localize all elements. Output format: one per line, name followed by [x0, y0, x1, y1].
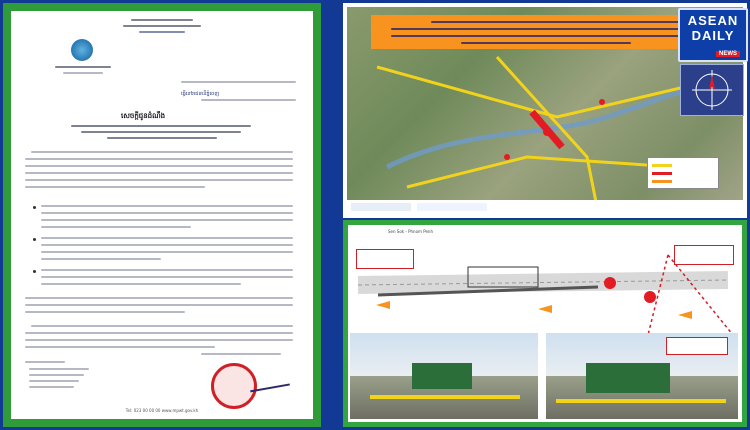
subject-line	[71, 125, 251, 127]
body-line	[25, 165, 293, 167]
closure-marker-icon	[543, 128, 551, 136]
body-line	[25, 297, 293, 299]
asean-daily-news-logo: ASEAN DAILY NEWS	[678, 8, 748, 62]
body-line	[25, 172, 293, 174]
location-label-left	[356, 249, 414, 269]
map-legend	[647, 157, 719, 189]
diagram-frame	[343, 220, 747, 427]
body-line	[31, 325, 293, 327]
header-ornament	[139, 31, 185, 33]
document-frame	[3, 3, 321, 427]
ministry-logo-icon	[71, 39, 93, 61]
arrow-icon	[376, 301, 390, 309]
ministry-sub-line	[63, 72, 103, 74]
bullet-line	[41, 283, 241, 285]
scaffolding	[586, 363, 670, 393]
arrow-icon	[538, 305, 552, 313]
subject-line-3	[107, 137, 217, 139]
kingdom-header-line	[131, 19, 193, 21]
bullet-icon	[33, 238, 36, 241]
ministry-name-line	[55, 66, 111, 68]
recipient-line	[25, 361, 65, 363]
closure-marker-icon	[504, 154, 510, 160]
construction-photo-right	[546, 333, 738, 419]
document-footer: Tel: 023 00 00 00 www.mpwt.gov.kh	[125, 408, 199, 413]
bullet-icon	[33, 206, 36, 209]
closure-marker-icon	[604, 277, 616, 289]
photo-label	[666, 337, 728, 355]
bullet-line	[41, 226, 191, 228]
arrow-icon	[678, 311, 692, 319]
map-title-block	[347, 200, 743, 214]
date-line-2	[201, 99, 296, 101]
body-line	[25, 179, 293, 181]
document-reference: ធ្វើនៅរាជធានីភ្នំពេញ	[181, 91, 220, 97]
document-title: សេចក្តីជូនដំណឹង	[121, 112, 166, 120]
route-south	[407, 157, 677, 187]
recipient-line	[29, 386, 74, 388]
bullet-line	[41, 258, 161, 260]
bullet-icon	[33, 270, 36, 273]
bullet-line	[41, 276, 293, 278]
bullet-line	[41, 219, 293, 221]
closure-marker-icon	[599, 99, 605, 105]
signatory-line	[201, 353, 281, 355]
body-line	[25, 346, 215, 348]
body-line	[25, 158, 293, 160]
subject-line-2	[81, 131, 241, 133]
bullet-line	[41, 212, 293, 214]
kingdom-motto-line	[123, 25, 201, 27]
date-line	[181, 81, 296, 83]
recipient-line	[29, 374, 84, 376]
body-line	[31, 151, 293, 153]
construction-photo-left	[350, 333, 538, 419]
scaffolding	[412, 363, 472, 389]
construction-diagram	[348, 225, 742, 422]
bullet-line	[41, 205, 293, 207]
recipient-line	[29, 380, 79, 382]
body-line	[25, 304, 293, 306]
bullet-line	[41, 244, 293, 246]
compass-icon	[680, 64, 744, 116]
bullet-line	[41, 251, 293, 253]
body-line	[25, 186, 205, 188]
recipient-line	[29, 368, 89, 370]
body-line	[25, 311, 185, 313]
bullet-line	[41, 237, 293, 239]
location-label-right	[674, 245, 734, 265]
document-page	[11, 11, 313, 419]
bullet-line	[41, 269, 293, 271]
body-line	[25, 332, 293, 334]
closure-marker-icon	[644, 291, 656, 303]
body-line	[25, 339, 293, 341]
detour-path	[668, 255, 733, 335]
diagram-caption: Sen Sok - Phnom Penh	[388, 229, 433, 234]
